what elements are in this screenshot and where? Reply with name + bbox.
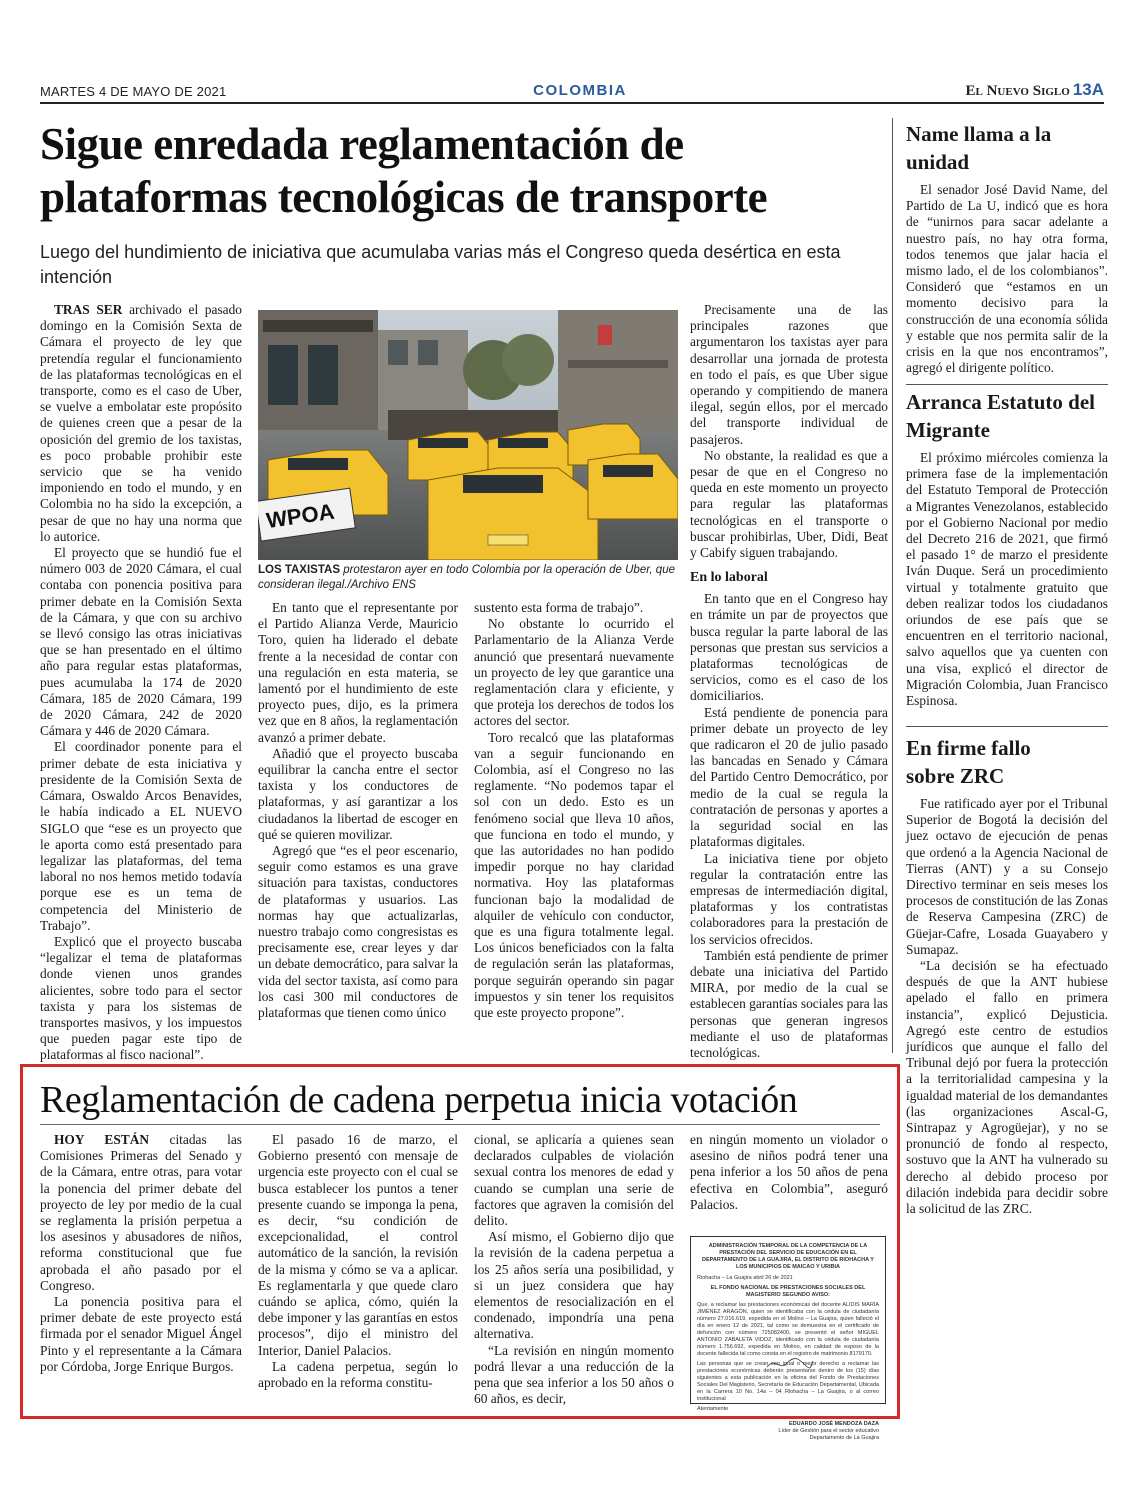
main-column-4 [690, 302, 888, 1061]
notice-header: ADMINISTRACIÓN TEMPORAL DE LA COMPETENCIA DE LA PRESTACIÓN DEL SERVICIO DE EDUCACIÓN EN EL DEPARTAMENTO DE LA GUAJIRA, EL DISTRITO DE RIOHACHA Y LOS MUNICIPIOS DE MAICAO Y URIBIA [702, 1243, 874, 1270]
legal-notice [690, 1236, 886, 1441]
masthead [966, 80, 1105, 100]
paragraph: cional, se aplicaría a quienes sean declarados culpables de violación sexual contra los menores de edad y cuando se cumplan una serie de factores que agraven la comisión del delito. [474, 1132, 674, 1229]
paragraph: En tanto que el representante por el Partido Alianza Verde, Mauricio Toro, quien ha liderado el debate frente a la necesidad de contar con una regulación en esta materia, se lamentó por el hundimiento de este proyecto pues, dijo, es la primera vez que en 8 años, la reglamentación avanzó a primer debate. [258, 600, 458, 745]
paragraph: En tanto que en el Congreso hay en trámite un par de proyectos que busca regular la parte laboral de las personas que prestan sus servicios a plataformas tecnológicas de servicios, como es el caso de los domiciliarios. [690, 591, 888, 704]
notice-closing: Atentamente [697, 1406, 729, 1412]
main-subhead: Luego del hundimiento de iniciativa que acumulaba varias más el Congreso queda desértica en esta intención [40, 242, 841, 287]
paragraph: Así mismo, el Gobierno dijo que la revisión de la cadena perpetua a los 25 años sería una posibilidad, y si un juez considera que hay elementos de resocialización en el condenado, impondría una pena alternativa. [474, 1229, 674, 1342]
paragraph: Añadió que el proyecto buscaba equilibrar la cancha entre el sector taxista y los conductores de plataformas, y así garantizar a los ciudadanos la libertad de escoger en qué se quieren movilizar. [258, 745, 458, 842]
sidebar-separator [906, 384, 1108, 385]
headline-rule [40, 1124, 880, 1125]
section-name: COLOMBIA [533, 82, 627, 99]
sidebar-body-zrc [906, 796, 1108, 1217]
issue-date: MARTES 4 DE MAYO DE 2021 [40, 84, 227, 99]
sidebar-separator [906, 726, 1108, 727]
paragraph: El próximo miércoles comienza la primera fase de la implementación del Estatuto Temporal de Protección a Migrantes Venezolanos, establecido por el Gobierno Nacional por medio del Decreto 216 de 2021, que firmó el pasado 1° de marzo el presidente Iván Duque. Será un procedimiento virtual y totalmente gratuito que deben realizar todos los ciudadanos oriundos de ese país que se encuentren en el territorio nacional, salvo aquellos que ya cuenten con una visa, explicó el director de Migración Colombia, Juan Francisco Espinosa. [906, 450, 1108, 709]
second-column-1 [40, 1132, 242, 1375]
main-column-2 [258, 600, 458, 1021]
sidebar-title-name: Name llama a la unidad [906, 122, 1052, 174]
svg-text:WPOA: WPOA [264, 498, 336, 534]
paragraph: La iniciativa tiene por objeto regular la contratación entre las empresas de intermediación digital, plataformas y los contratistas colaboradores para la prestación de los servicios ofrecidos. [690, 850, 888, 947]
main-headline: Sigue enredada reglamentación de plataformas tecnológicas de transporte [40, 119, 768, 222]
sidebar-body-migrante [906, 450, 1108, 709]
second-headline: Reglamentación de cadena perpetua inicia votación [40, 1079, 798, 1121]
caption-lead: LOS TAXISTAS [258, 564, 340, 576]
notice-signer-role-2: Departamento de La Guajira [809, 1435, 879, 1441]
paragraph: Toro recalcó que las plataformas van a seguir funcionando en Colombia, así el Congreso no las reglamente. “No podemos tapar el sol con un dedo. Esto es un fenómeno social que lleva 10 años, que funciona en todo el mundo, y que las autoridades no han podido impedir porque no hay claridad normativa. Hoy las plataformas funcionan bajo la modalidad de alquiler de vehículo con conductor, que es una figura totalmente legal. Los únicos beneficiados con la falta de regulación serán las plataformas, porque seguirán operando sin pagar impuestos y sin tener los requisitos que este proyecto propone”. [474, 729, 674, 1021]
paragraph: citadas las Comisiones Primeras del Senado y de la Cámara, entre otras, para votar la ponencia del primer debate del proyecto de ley por medio de la cual se reglamenta la prisión perpetua a los asesinos y abusadores de niños, reforma constitucional que fue aprobada el año pasado por el Congreso. [40, 1132, 242, 1293]
photo-illustration [258, 310, 678, 560]
sidebar-title-zrc: En firme fallo sobre ZRC [906, 736, 1031, 788]
section-subhead: En lo laboral [690, 570, 768, 586]
paragraph: “La revisión en ningún momento podrá llevar a una reducción de la pena que sea inferior a los 50 años o 60 años, es decir, [474, 1342, 674, 1407]
notice-subtitle: EL FONDO NACIONAL DE PRESTACIONES SOCIALES DEL MAGISTERIO SEGUNDO AVISO: [710, 1285, 866, 1298]
main-column-1 [40, 302, 242, 1064]
paragraph: La ponencia positiva para el primer debate de este proyecto está firmada por el senador Miguel Ángel Pinto y el representante a la Cámara por Córdoba, Jorge Enrique Burgos. [40, 1294, 242, 1374]
second-column-2 [258, 1132, 458, 1391]
page-number: 13A [1072, 80, 1104, 99]
main-column-3 [474, 600, 674, 1021]
paragraph: El proyecto que se hundió fue el número 003 de 2020 Cámara, el cual contaba con ponencia positiva para primer debate en la Comisión Sexta de la Cámara, y que con su archivo se llevó consigo las otras iniciativas que se han presentado en el último año para regular estas plataformas, pues acumulaba la 174 de 2020 Cámara, 185 de 2020 Cámara, 199 de 2020 Cámara, 242 de 2020 Cámara y 446 de 2020 Cámara. [40, 545, 242, 739]
taxi-protest-photo [258, 310, 678, 560]
caption-text: protestaron ayer en todo Colombia por la operación de Uber, que consideran ilegal./Archivo ENS [258, 564, 675, 591]
lead-in: HOY ESTÁN [54, 1132, 150, 1147]
paragraph: en ningún momento un violador o asesino de niños podrá tener una pena inferior a los 50 años de pena efectiva en Colombia”, aseguró Palacios. [690, 1132, 888, 1212]
paragraph: archivado el pasado domingo en la Comisión Sexta de Cámara el proyecto de ley que pretendía regular el funcionamiento de las plataformas tecnológicas en el transporte, como es el caso de Uber, se vuelve a embolatar este propósito de quienes creen que a pesar de la oposición del gremio de los taxistas, es poco probable prohibir este servicio que se ha venido imponiendo en todo el mundo, y en Colombia no ha sido la excepción, a pesar de que no hay una norma que lo autorice. [40, 302, 242, 544]
paragraph: sustento esta forma de trabajo”. [474, 600, 644, 615]
notice-signer-role-1: Líder de Gestión para el sector educativo [778, 1428, 879, 1434]
paragraph: No obstante, la realidad es que a pesar de que en el Congreso no queda en este momento un proyecto para regular las plataformas tecnológicas en el transporte o buscar prohibirlas, Uber, Didi, Beat y Cabify siguen trabajando. [690, 447, 888, 561]
notice-date: Riohacha – La Guajira abril 26 de 2021 [697, 1275, 793, 1281]
notice-body-2: Las personas que se crean con igual o mejor derecho a reclamar las prestaciones económicas deberán presentarse dentro de los (15) días siguientes a esta publicación en la oficina del Fondo de Prestaciones Sociales Del Magisterio, Secretaría de Educación Departamental, Ubicada en la Carrera 10 No. 14a – 04 Riohacha – La Guajira, o al correo institucional [697, 1361, 879, 1402]
second-column-3 [474, 1132, 674, 1407]
lead-in: TRAS SER [54, 302, 123, 317]
signature [765, 1357, 815, 1371]
paragraph: Explicó que el proyecto buscaba “legalizar el tema de plataformas donde vienen unos grandes alicientes, sobre todo para el sector taxista y para los sistemas de transportes masivos, y los impuestos que pueden pagar este tipo de plataformas al fisco nacional”. [40, 933, 242, 1063]
second-column-4 [690, 1132, 888, 1213]
sidebar-title-migrante: Arranca Estatuto del Migrante [906, 390, 1095, 442]
notice-signer: EDUARDO JOSÉ MENDOZA DAZA [789, 1421, 879, 1427]
sidebar-body-name [906, 182, 1108, 376]
paragraph: “La decisión se ha efectuado después de que la ANT hubiese apelado el fallo en primera instancia”, explicó Dejusticia. Agregó este centro de estudios jurídicos que aunque el fallo del Tribunal dejó por fuera la protección a la territorialidad campesina y la igualdad material de los demandantes (las organizaciones Ascal-G, Sintrapaz y Agrogüejar), y no se pronunció de fondo al respecto, sostuvo que la ANT ha vulnerado su derecho al debido proceso por dilación indebida para decidir sobre la solicitud de las ZRC. [906, 958, 1108, 1217]
photo-caption [258, 563, 678, 593]
paragraph: El senador José David Name, del Partido de La U, indicó que es hora de “unirnos para sacar adelante a nuestro país, no hay otra forma, todos tenemos que jalar hacia el mismo lado, el de los colombianos”. Consideró que “estamos en un momento decisivo para la construcción de una economía sólida y estable que nos permita salir de la crisis en la que nos encontramos”, agregó el dirigente político. [906, 182, 1108, 376]
header-rule [40, 102, 1104, 104]
newspaper-name: El Nuevo Siglo [965, 83, 1070, 99]
paragraph: No obstante lo ocurrido el Parlamentario de la Alianza Verde anunció que presentará nuevamente un proyecto de ley que garantice una reglamentación clara y eficiente, y que proteja los derechos de todos los actores del sector. [474, 616, 674, 729]
paragraph: También está pendiente de primer debate una iniciativa del Partido MIRA, por medio de la cual se establecen garantías sociales para las personas que generan ingresos mediante el uso de plataformas tecnológicas. [690, 947, 888, 1060]
paragraph: La cadena perpetua, según lo aprobado en la reforma constitu- [258, 1358, 458, 1391]
paragraph: Agregó que “es el peor escenario, seguir como estamos es una grave situación para taxistas, conductores de plataformas y usuarios. Las normas hay que actualizarlas, nuestro trabajo como congresistas es precisamente ese, crear leyes y dar un debate democrático, para salvar la vida del sector taxista, así como para los casi 300 mil conductores de plataformas que tienen como único [258, 843, 458, 1021]
sidebar-divider [892, 118, 893, 1053]
paragraph: Precisamente una de las principales razones que argumentaron los taxistas ayer para desarrollar una jornada de protesta en todo el país, es que Uber sigue operando y compitiendo de manera ilegal, según ellos, por el mercado del transporte individual de pasajeros. [690, 302, 888, 447]
paragraph: El coordinador ponente para el primer debate de esta iniciativa y presidente de la Comisión Sexta de Cámara, Oswaldo Arcos Benavides, le había indicado a EL NUEVO SIGLO que “ese es un proyecto que le aporta como está presentado para legalizar las plataformas, del tema laboral no nos hemos metido todavía porque ese es un tema de competencia del Ministerio de Trabajo”. [40, 739, 242, 933]
paragraph: Está pendiente de ponencia para primer debate un proyecto de ley que radicaron el 20 de julio pasado las bancadas en Senado y Cámara del Partido Centro Democrático, por medio de la cual se regula la contratación de personas y aportes a la seguridad social en las plataformas digitales. [690, 704, 888, 850]
paragraph: El pasado 16 de marzo, el Gobierno presentó con mensaje de urgencia este proyecto con el cual se busca establecer los puntos a tener presente cuando se imponga la pena, es decir, “su condición de excepcionalidad, el control automático de la sanción, la revisión de la misma y cómo se va a aplicar. Es reglamentarla y que quede claro cuándo se aplica, cómo, quién la debe imponer y las garantías en estos procesos”, dijo el ministro del Interior, Daniel Palacios. [258, 1132, 458, 1358]
notice-body: Que, a reclamar las prestaciones económicas del docente ALIDIS MARÍA JIMÉNEZ ARAGÓN, quien se identificaba con la cédula de ciudadanía número 27.016.619, expedida en el Molino – La Guajira, quien falleció el día en enero 12 de 2021, tal como se demuestra en el certificado de defunción con número 725082400, se presentó el señor MIGUEL ANTONIO ZABALETA VIDOZ, identificado con la cédula de ciudadanía número 1.756.692, expedida en Molino, en calidad de esposo de la docente fallecida tal como consta en el registro de matrimonio 8179170. [697, 1302, 879, 1357]
paragraph: Fue ratificado ayer por el Tribunal Superior de Bogotá la decisión del juez octavo de ejecución de penas que ordenó a la Agencia Nacional de Tierras (ANT) y a su Consejo Directivo terminar en seis meses los procesos de constitución de las Zonas de Reserva Campesina (ZRC) de Güejar-Cafre, Losada Guayabero y Sumapaz. [906, 796, 1108, 957]
